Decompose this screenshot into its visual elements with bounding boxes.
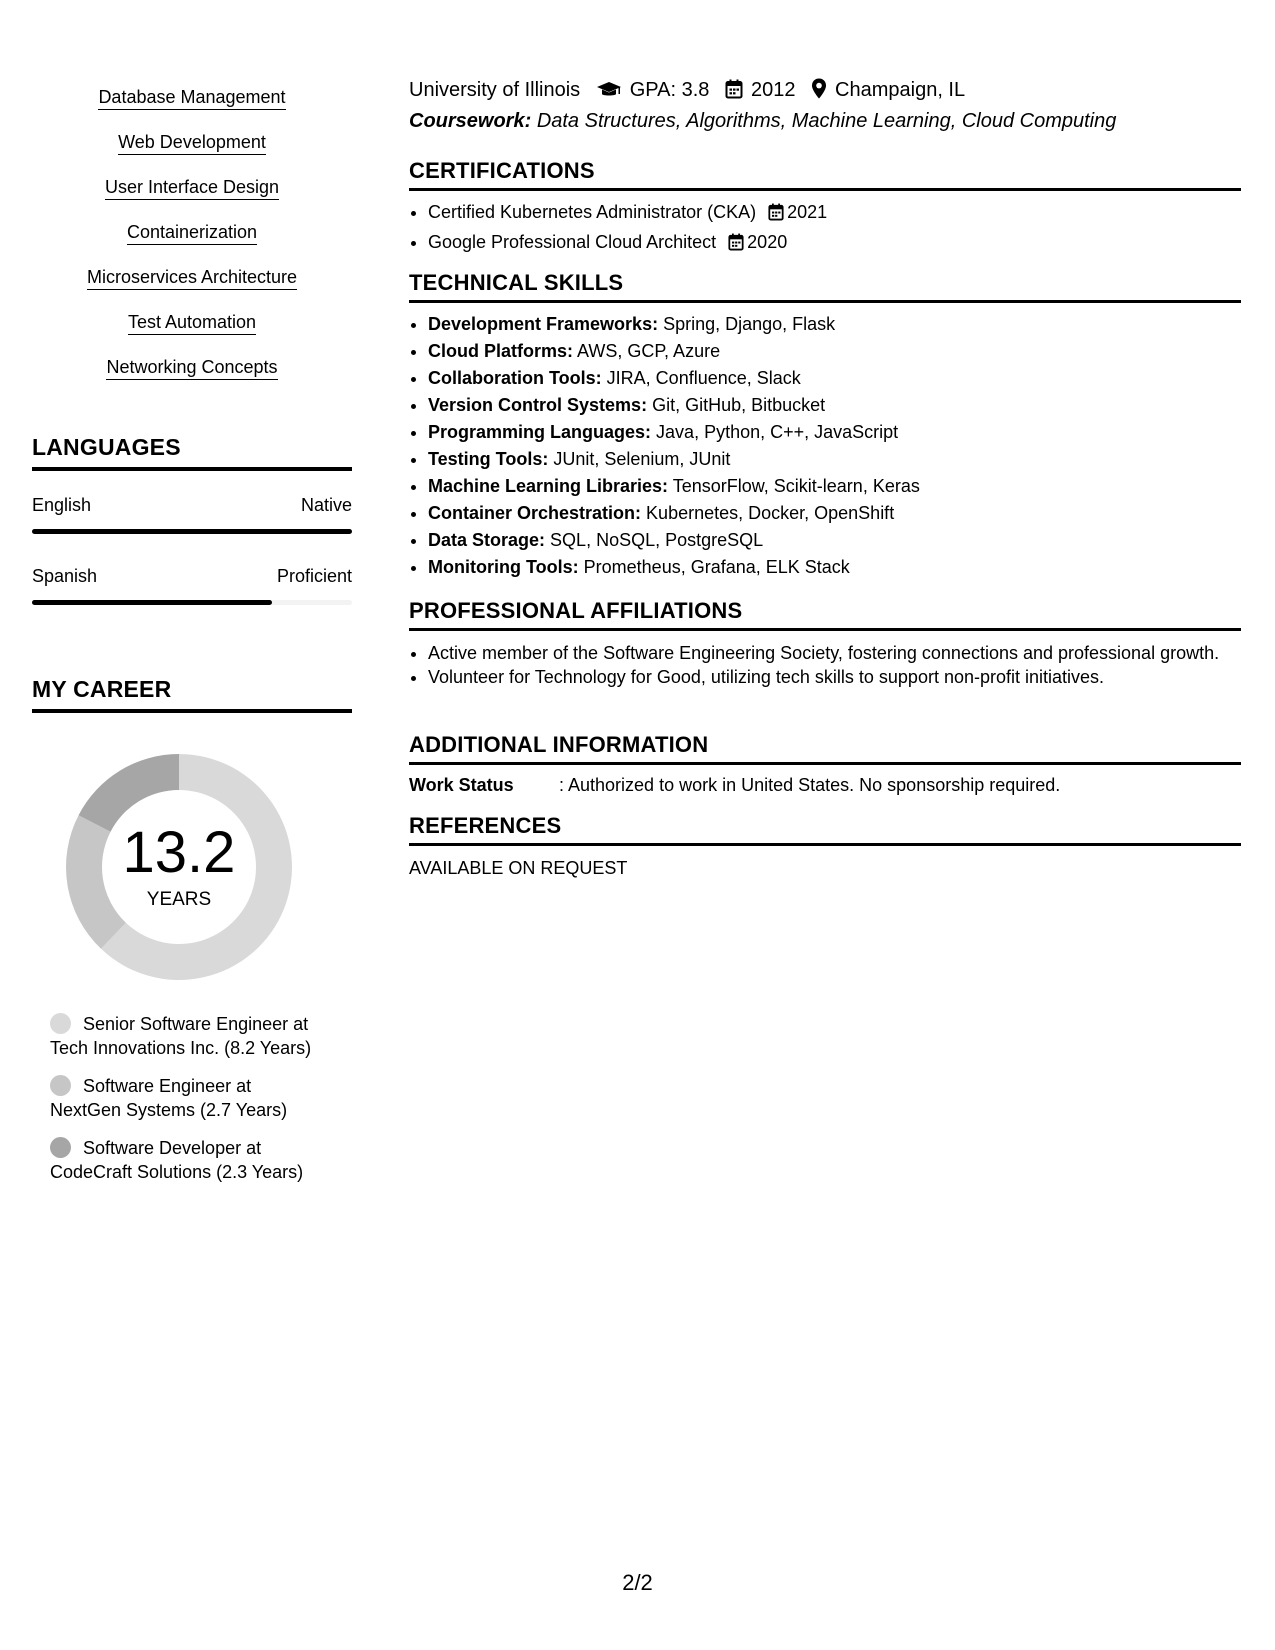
legend-item — [50, 1012, 350, 1060]
skill-value: JUnit, Selenium, JUnit — [553, 449, 731, 469]
legend-line1: Software Developer at — [83, 1138, 262, 1158]
legend-line2: Tech Innovations Inc. (8.2 Years) — [50, 1038, 312, 1058]
skill-label: Programming Languages: — [428, 422, 652, 442]
graduation-cap-icon — [596, 81, 622, 105]
skill-value: Git, GitHub, Bitbucket — [652, 395, 826, 415]
technical-skills-title: TECHNICAL SKILLS — [409, 270, 1241, 303]
list-item — [428, 229, 1241, 259]
cert-name: Certified Kubernetes Administrator (CKA) — [428, 202, 757, 222]
list-item — [428, 554, 1241, 581]
language-row — [32, 495, 352, 516]
legend-item — [50, 1136, 350, 1184]
legend-line1: Senior Software Engineer at — [83, 1014, 309, 1034]
list-item: • Volunteer for Technology for Good, utilizing tech skills to support non-profit initiatives. — [428, 665, 1241, 689]
donut-center — [66, 754, 292, 980]
languages-title: LANGUAGES — [32, 434, 352, 471]
work-status-label: Work Status — [409, 775, 514, 795]
career-donut — [66, 754, 292, 980]
cert-year: 2020 — [747, 232, 788, 252]
additional-info-title: ADDITIONAL INFORMATION — [409, 732, 1241, 765]
skill-item: Test Automation — [128, 311, 256, 335]
career-section — [32, 676, 352, 1182]
skill-value: Java, Python, C++, JavaScript — [656, 422, 899, 442]
skill-label: Machine Learning Libraries: — [428, 476, 669, 496]
skill-label: Data Storage: — [428, 530, 546, 550]
list-item — [428, 473, 1241, 500]
skill-label: Cloud Platforms: — [428, 341, 574, 361]
technical-skills-list — [409, 311, 1241, 581]
languages-section — [32, 434, 352, 605]
map-pin-icon — [811, 78, 827, 105]
legend-dot — [50, 1137, 71, 1158]
career-title: MY CAREER — [32, 676, 352, 713]
location: Champaign, IL — [835, 79, 966, 101]
skill-item: Networking Concepts — [106, 356, 277, 380]
skill-value: SQL, NoSQL, PostgreSQL — [550, 530, 764, 550]
coursework-line — [409, 110, 1116, 133]
list-item — [428, 392, 1241, 419]
certifications-title: CERTIFICATIONS — [409, 158, 1241, 191]
coursework-value: Data Structures, Algorithms, Machine Learning, Cloud Computing — [536, 110, 1117, 132]
skill-item: Containerization — [127, 221, 257, 245]
legend-item — [50, 1074, 350, 1122]
list-item — [428, 338, 1241, 365]
skill-value: AWS, GCP, Azure — [577, 341, 721, 361]
skill-value: TensorFlow, Scikit-learn, Keras — [672, 476, 920, 496]
certifications-section — [409, 158, 1241, 259]
additional-info-section — [409, 732, 1241, 796]
language-name: Spanish — [32, 566, 98, 586]
skill-value: JIRA, Confluence, Slack — [606, 368, 801, 388]
list-item — [428, 419, 1241, 446]
cert-name: Google Professional Cloud Architect — [428, 232, 717, 252]
language-level: Proficient — [276, 566, 352, 586]
legend-dot — [50, 1013, 71, 1034]
calendar-icon — [728, 232, 744, 259]
affiliations-title: PROFESSIONAL AFFILIATIONS — [409, 598, 1241, 631]
calendar-icon — [768, 202, 784, 229]
language-bar — [32, 600, 352, 605]
certifications-list — [409, 199, 1241, 259]
skill-label: Version Control Systems: — [428, 395, 648, 415]
cert-year: 2021 — [787, 202, 828, 222]
calendar-icon — [725, 79, 743, 105]
language-level: Native — [300, 495, 352, 515]
work-status-row — [409, 775, 1241, 796]
list-item — [428, 446, 1241, 473]
school-name: University of Illinois — [409, 79, 581, 101]
skill-list — [32, 86, 352, 401]
technical-skills-section — [409, 270, 1241, 581]
legend-line2: NextGen Systems (2.7 Years) — [50, 1100, 288, 1120]
skill-item: Database Management — [98, 86, 285, 110]
career-legend — [50, 1012, 350, 1198]
skill-value: Spring, Django, Flask — [663, 314, 836, 334]
career-total: 13.2 — [122, 820, 236, 885]
work-status-value: : Authorized to work in United States. No sponsorship required. — [559, 775, 1061, 795]
career-unit: YEARS — [146, 889, 212, 910]
skill-item: Microservices Architecture — [87, 266, 297, 290]
list-item — [428, 199, 1241, 229]
skill-item: User Interface Design — [105, 176, 279, 200]
references-section — [409, 813, 1241, 879]
skill-value: Prometheus, Grafana, ELK Stack — [583, 557, 850, 577]
skill-label: Collaboration Tools: — [428, 368, 602, 388]
education-line — [409, 78, 965, 105]
legend-line2: CodeCraft Solutions (2.3 Years) — [50, 1162, 304, 1182]
graduation-year: 2012 — [750, 79, 796, 101]
coursework-label: Coursework: — [409, 110, 532, 132]
language-bar-fill — [32, 529, 352, 534]
references-title: REFERENCES — [409, 813, 1241, 846]
references-text: AVAILABLE ON REQUEST — [409, 858, 628, 878]
skill-label: Container Orchestration: — [428, 503, 642, 523]
legend-line1: Software Engineer at — [83, 1076, 252, 1096]
language-bar — [32, 529, 352, 534]
skill-item: Web Development — [118, 131, 266, 155]
list-item: • Active member of the Software Engineering Society, fostering connections and professional growth. — [428, 641, 1241, 665]
language-row — [32, 566, 352, 587]
skill-value: Kubernetes, Docker, OpenShift — [646, 503, 895, 523]
list-item — [428, 527, 1241, 554]
list-item — [428, 500, 1241, 527]
affiliations-section — [409, 598, 1241, 689]
language-name: English — [32, 495, 92, 515]
list-item — [428, 365, 1241, 392]
skill-label: Development Frameworks: — [428, 314, 659, 334]
skill-label: Monitoring Tools: — [428, 557, 579, 577]
language-bar-fill — [32, 600, 272, 605]
affiliations-list — [409, 641, 1241, 689]
skill-label: Testing Tools: — [428, 449, 549, 469]
list-item — [428, 311, 1241, 338]
gpa: GPA: 3.8 — [629, 79, 710, 101]
legend-dot — [50, 1075, 71, 1096]
page-number: 2/2 — [622, 1570, 653, 1595]
